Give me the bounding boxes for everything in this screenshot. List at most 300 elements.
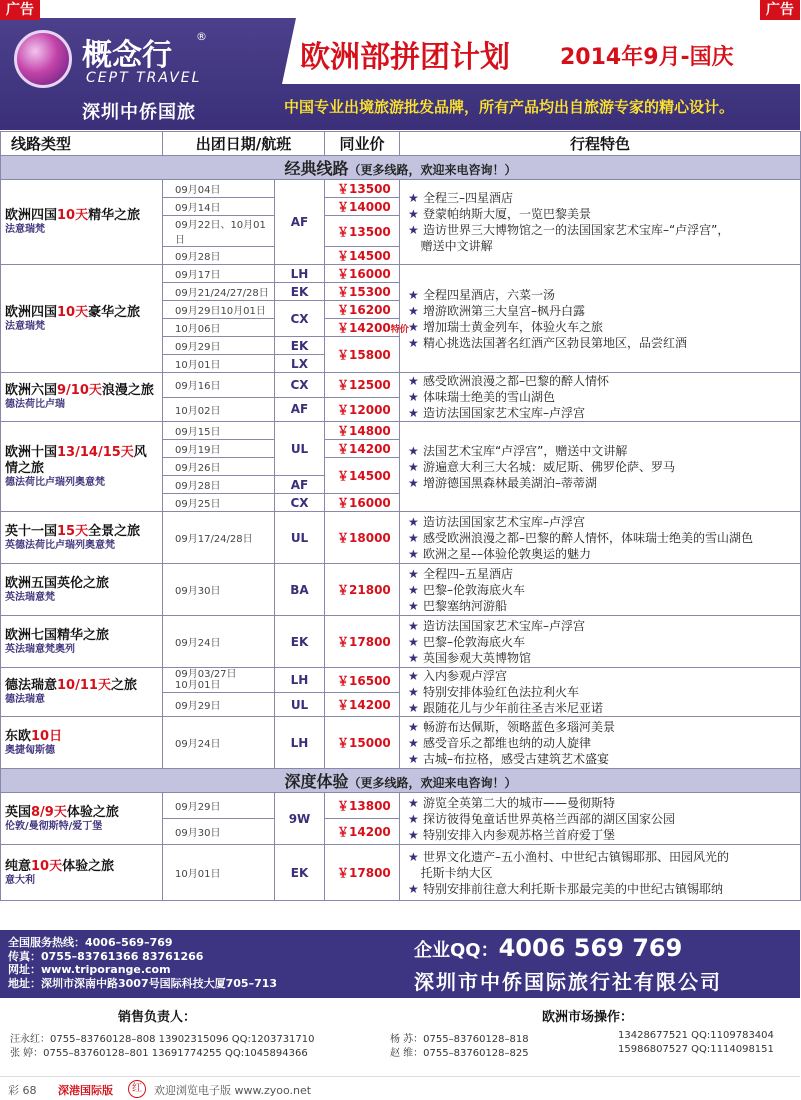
feature-text: 造访法国国家艺术宝库–卢浮宫 <box>422 618 585 633</box>
route-name-prefix: 德法瑞意 <box>5 678 58 693</box>
price <box>325 373 400 398</box>
price <box>325 319 409 337</box>
star-icon: ★ <box>408 443 423 458</box>
star-icon: ★ <box>408 191 423 205</box>
col-price: 同业价 <box>325 132 400 156</box>
feature-text: 全程三–四星酒店 <box>422 191 513 205</box>
departure-date: 09月28日 <box>163 247 275 265</box>
feature-list <box>400 180 801 265</box>
table-row <box>1 512 801 564</box>
route-name-suffix: 之旅 <box>110 678 137 693</box>
feature-text: 登蒙帕纳斯大厦，一览巴黎美景 <box>422 207 591 221</box>
departure-date: 10月01日 <box>163 355 275 373</box>
feature-text: 增游欧洲第三大皇宫–枫丹白露 <box>422 303 585 318</box>
departure-date <box>163 668 275 693</box>
route-countries: 英法瑞意梵 <box>5 591 55 603</box>
feature-item <box>408 881 796 897</box>
star-icon: ★ <box>408 650 423 665</box>
price <box>325 198 400 216</box>
date-line: 10月01日 <box>175 680 221 692</box>
route-name-prefix: 欧洲十国 <box>5 444 58 460</box>
feature-item <box>408 795 796 811</box>
feature-text: 增游德国黑森林最美湖泊–蒂蒂湖 <box>422 475 597 490</box>
feature-item <box>408 566 796 582</box>
feature-item <box>408 303 796 319</box>
departure-date: 09月22日、10月01日 <box>163 216 275 247</box>
route-name-prefix: 欧洲五国英伦之旅 <box>5 575 110 591</box>
price-value: ￥14000 <box>337 200 391 214</box>
departure-date: 09月29日 <box>163 693 275 717</box>
section-header <box>1 156 801 180</box>
flight-code: CX <box>275 301 325 337</box>
page-title: 欧洲部拼团计划 <box>300 40 510 75</box>
logo-registered: ® <box>196 30 207 43</box>
table-row <box>1 373 801 398</box>
feature-item <box>408 650 796 666</box>
feature-text: 感受欧洲浪漫之都–巴黎的醉人情怀，体味瑞士绝美的雪山湖色 <box>422 530 753 545</box>
price-value: ￥13500 <box>337 224 391 239</box>
route-name <box>5 576 158 592</box>
price-value: ￥16500 <box>337 673 391 688</box>
price <box>325 301 400 319</box>
route-days: 10天 <box>57 208 89 223</box>
feature-item <box>408 206 796 222</box>
flight-code: BA <box>275 564 325 616</box>
price <box>325 693 400 717</box>
departure-date: 09月24日 <box>163 717 275 769</box>
departure-date: 09月28日 <box>163 476 275 494</box>
feature-item <box>408 827 796 843</box>
feature-item <box>408 598 796 614</box>
flight-code: EK <box>275 616 325 668</box>
feature-text: 造访法国国家艺术宝库–卢浮宫 <box>422 514 585 529</box>
feature-text: 全程四星酒店，六菜一汤 <box>422 287 555 302</box>
departure-date: 09月16日 <box>163 373 275 398</box>
feature-text: 法国艺术宝库“卢浮宫”，赠送中文讲解 <box>422 443 628 458</box>
feature-text: 特别安排前往意大利托斯卡那最完美的中世纪古镇锡耶纳 <box>422 881 723 896</box>
star-icon: ★ <box>408 459 423 474</box>
price-note: 特价 <box>390 325 409 335</box>
flight-code: AF <box>275 397 325 422</box>
feature-item <box>408 335 796 351</box>
price-value: ￥14200 <box>337 321 391 335</box>
price <box>325 717 400 769</box>
page-footer <box>0 1076 800 1100</box>
star-icon: ★ <box>408 634 423 649</box>
market-contact-phone: 15986807527 QQ:1114098151 <box>618 1044 774 1055</box>
route-name-prefix: 欧洲七国精华之旅 <box>5 627 110 643</box>
route-name-cell <box>1 180 163 265</box>
price <box>325 564 400 616</box>
feature-item <box>408 618 796 634</box>
price <box>325 819 400 845</box>
price <box>325 616 400 668</box>
price-value: ￥14200 <box>337 442 391 456</box>
feature-item <box>408 373 796 389</box>
feature-item <box>408 849 796 865</box>
table-row <box>1 845 801 901</box>
route-name <box>5 678 158 694</box>
title-date: 2014年9月-国庆 <box>560 45 734 70</box>
table-header <box>1 132 801 156</box>
section-title-cell <box>1 769 801 793</box>
feature-item <box>408 751 796 767</box>
price-value: ￥14800 <box>337 424 391 438</box>
price-value: ￥14500 <box>337 249 391 263</box>
star-icon: ★ <box>408 582 423 597</box>
table-row <box>1 668 801 693</box>
feature-list <box>400 668 801 717</box>
section-title: 深度体验 <box>284 772 349 791</box>
star-icon: ★ <box>408 827 423 842</box>
flight-code: LX <box>275 355 325 373</box>
star-icon: ★ <box>408 735 423 750</box>
feature-text: 欧洲之星––体验伦敦奥运的魅力 <box>422 546 591 561</box>
flight-code: AF <box>275 476 325 494</box>
market-contact: 杨 苏：0755–83760128–818 <box>390 1034 529 1045</box>
flight-code: AF <box>275 180 325 265</box>
route-days: 10天 <box>57 304 89 320</box>
route-days: 10/11天 <box>57 678 111 693</box>
feature-text: 感受欧洲浪漫之都–巴黎的醉人情怀 <box>422 374 609 388</box>
star-icon: ★ <box>408 303 423 318</box>
star-icon: ★ <box>408 514 423 529</box>
date-line: 09月03/27日 <box>175 669 237 681</box>
feature-item <box>408 190 796 206</box>
route-name-prefix: 欧洲四国 <box>5 208 58 223</box>
star-icon <box>408 866 421 880</box>
star-icon: ★ <box>408 795 423 810</box>
feature-item <box>408 735 796 751</box>
star-icon: ★ <box>408 618 423 633</box>
price-value: ￥13800 <box>337 799 391 813</box>
col-features: 行程特色 <box>400 132 801 156</box>
section-title-cell <box>1 156 801 180</box>
departure-date: 09月29日 <box>163 793 275 819</box>
feature-list <box>400 512 801 564</box>
market-contact-phone: 13428677521 QQ:1109783404 <box>618 1030 774 1041</box>
section-subtitle: （更多线路，欢迎来电咨询！） <box>348 163 517 177</box>
price-value: ￥14500 <box>337 469 391 483</box>
table-row <box>1 180 801 198</box>
logo-company-cn: 深圳中侨国旅 <box>82 102 196 123</box>
feature-text: 托斯卡纳大区 <box>420 865 493 880</box>
route-name-prefix: 欧洲四国 <box>5 304 58 320</box>
feature-item <box>408 811 796 827</box>
route-name-cell <box>1 845 163 901</box>
feature-item <box>408 389 796 405</box>
feature-list <box>400 265 801 373</box>
feature-item <box>408 238 796 254</box>
star-icon: ★ <box>408 669 423 683</box>
departure-date: 09月25日 <box>163 494 275 512</box>
route-name-suffix: 浪漫之旅 <box>101 383 154 398</box>
edition-circle-icon: 红 <box>128 1080 146 1098</box>
route-countries: 意大利 <box>5 874 35 886</box>
departure-date: 09月26日 <box>163 458 275 476</box>
logo-icon <box>14 30 72 88</box>
table-row <box>1 564 801 616</box>
feature-item <box>408 719 796 735</box>
route-name-suffix: 豪华之旅 <box>88 304 141 320</box>
route-name <box>5 383 158 399</box>
route-days: 10天 <box>31 858 63 874</box>
route-name-cell <box>1 265 163 373</box>
feature-item <box>408 668 796 684</box>
col-date-flight: 出团日期/航班 <box>163 132 325 156</box>
route-countries: 德法荷比卢瑞列奥意梵 <box>5 476 105 488</box>
departure-date: 10月02日 <box>163 397 275 422</box>
feature-text: 游览全英第二大的城市——曼彻斯特 <box>422 795 615 810</box>
route-name-cell <box>1 564 163 616</box>
price-value: ￥14200 <box>337 698 391 713</box>
flight-code: CX <box>275 373 325 398</box>
price <box>325 845 400 901</box>
price-value: ￥16000 <box>337 496 391 510</box>
ad-tag-right: 广告 <box>760 0 800 20</box>
departure-date: 09月04日 <box>163 180 275 198</box>
feature-text: 探访彼得兔童话世界英格兰西部的湖区国家公园 <box>422 811 675 826</box>
route-name-cell <box>1 373 163 422</box>
feature-text: 巴黎–伦敦海底火车 <box>422 634 525 649</box>
section-subtitle: （更多线路，欢迎来电咨询！） <box>348 776 517 790</box>
price-value: ￥13500 <box>337 182 391 196</box>
feature-text: 巴黎–伦敦海底火车 <box>422 582 525 597</box>
price <box>325 265 400 283</box>
route-name-cell <box>1 793 163 845</box>
edition: 深港国际版 <box>58 1084 113 1097</box>
departure-date: 09月30日 <box>163 564 275 616</box>
logo-name: 概念行 <box>82 38 172 73</box>
feature-item <box>408 684 796 700</box>
departure-date: 09月24日 <box>163 616 275 668</box>
price <box>325 440 400 458</box>
route-name-cell <box>1 668 163 717</box>
slogan: 中国专业出境旅游批发品牌，所有产品均出自旅游专家的精心设计。 <box>284 98 735 116</box>
price-value: ￥15300 <box>337 285 391 299</box>
route-countries: 德法瑞意 <box>5 694 45 705</box>
route-countries: 法意瑞梵 <box>5 224 45 235</box>
route-name-cell <box>1 616 163 668</box>
route-name-prefix: 欧洲六国 <box>5 383 58 398</box>
star-icon: ★ <box>408 811 423 826</box>
departure-date: 10月01日 <box>163 845 275 901</box>
contact-block <box>8 936 277 990</box>
flight-code: CX <box>275 494 325 512</box>
star-icon: ★ <box>408 546 423 561</box>
qq-number: 4006 569 769 <box>498 934 683 962</box>
departure-date: 09月15日 <box>163 422 275 440</box>
flight-code: LH <box>275 717 325 769</box>
feature-text: 造访法国国家艺术宝库–卢浮宫 <box>422 406 585 420</box>
route-name-prefix: 东欧 <box>5 728 32 744</box>
feature-list <box>400 616 801 668</box>
route-days: 8/9天 <box>31 804 67 820</box>
star-icon: ★ <box>408 207 423 221</box>
departure-date: 09月21/24/27/28日 <box>163 283 275 301</box>
table-row <box>1 265 801 283</box>
flight-code: LH <box>275 668 325 693</box>
route-countries: 英德法荷比卢瑞列奥意梵 <box>5 539 115 551</box>
star-icon: ★ <box>408 719 423 734</box>
feature-list <box>400 717 801 769</box>
price-value: ￥15800 <box>337 348 391 362</box>
website[interactable]: 网址：www.triporange.com <box>8 963 171 976</box>
star-icon: ★ <box>408 475 423 490</box>
feature-item <box>408 546 796 562</box>
star-icon: ★ <box>408 849 423 864</box>
route-name-cell <box>1 717 163 769</box>
flight-code: 9W <box>275 793 325 845</box>
star-icon: ★ <box>408 685 423 699</box>
price <box>325 793 400 819</box>
feature-item <box>408 443 796 459</box>
footer <box>0 930 800 998</box>
price-value: ￥12000 <box>337 402 391 417</box>
flight-code: EK <box>275 283 325 301</box>
star-icon <box>408 239 421 253</box>
route-name-prefix: 英国 <box>5 804 32 820</box>
route-name <box>5 805 158 821</box>
route-name-suffix: 精华之旅 <box>88 208 141 223</box>
feature-text: 畅游布达佩斯，领略蓝色多瑙河美景 <box>422 719 615 734</box>
sales-contact: 汪永红：0755–83760128–808 13902315096 QQ:1203731710 <box>10 1034 315 1045</box>
price <box>325 337 400 373</box>
feature-text: 世界文化遗产–五小渔村、中世纪古镇锡耶那、田园风光的 <box>422 849 729 864</box>
price <box>325 283 400 301</box>
price <box>325 494 400 512</box>
feature-item <box>408 459 796 475</box>
star-icon: ★ <box>408 701 423 715</box>
table-row <box>1 793 801 819</box>
feature-text: 赠送中文讲解 <box>420 239 493 253</box>
price <box>325 247 400 265</box>
feature-text: 跟随花儿与少年前往圣吉米尼亚诺 <box>422 701 603 715</box>
staff-section <box>0 998 800 1066</box>
company-name: 深圳市中侨国际旅行社有限公司 <box>414 970 722 994</box>
departure-date: 09月29日10月01日 <box>163 301 275 319</box>
route-countries: 英法瑞意梵奥列 <box>5 643 75 655</box>
logo-english: CEPT TRAVEL <box>86 70 202 86</box>
price-value: ￥16200 <box>337 303 391 317</box>
route-days: 9/10天 <box>57 383 102 398</box>
enterprise-qq <box>414 934 682 962</box>
hotline: 全国服务热线：4006–569–769 <box>8 936 173 949</box>
feature-text: 特别安排入内参观苏格兰首府爱丁堡 <box>422 827 615 842</box>
flight-code: UL <box>275 512 325 564</box>
price-value: ￥16000 <box>337 267 391 281</box>
star-icon: ★ <box>408 751 423 766</box>
route-name <box>5 524 158 540</box>
star-icon: ★ <box>408 530 423 545</box>
price <box>325 422 400 440</box>
price <box>325 512 400 564</box>
flight-code: EK <box>275 337 325 355</box>
route-days: 13/14/15天 <box>57 444 134 460</box>
e-edition-link[interactable]: 欢迎浏览电子版 www.zyoo.net <box>154 1084 312 1097</box>
feature-text: 感受音乐之都维也纳的动人旋律 <box>422 735 591 750</box>
table-row <box>1 717 801 769</box>
feature-item <box>408 287 796 303</box>
departure-date: 09月17/24/28日 <box>163 512 275 564</box>
route-name <box>5 729 158 745</box>
feature-text: 古城–布拉格，感受古建筑艺术盛宴 <box>422 751 609 766</box>
qq-label: 企业QQ： <box>414 940 499 961</box>
feature-item <box>408 222 796 238</box>
price-value: ￥15000 <box>337 736 391 750</box>
feature-item <box>408 634 796 650</box>
price-value: ￥18000 <box>337 531 391 545</box>
sales-title: 销售负责人： <box>118 1010 197 1025</box>
price <box>325 668 400 693</box>
flight-code: EK <box>275 845 325 901</box>
star-icon: ★ <box>408 881 423 896</box>
price <box>325 216 400 247</box>
departure-date: 09月30日 <box>163 819 275 845</box>
price <box>325 397 400 422</box>
route-name-suffix: 体验之旅 <box>62 858 115 874</box>
route-countries: 德法荷比卢瑞 <box>5 399 65 410</box>
route-name-cell <box>1 422 163 512</box>
star-icon: ★ <box>408 374 423 388</box>
address: 地址：深圳市深南中路3007号国际科技大厦705–713 <box>8 976 278 990</box>
feature-text: 体味瑞士绝美的雪山湖色 <box>422 390 555 404</box>
route-countries: 法意瑞梵 <box>5 320 45 332</box>
feature-list <box>400 793 801 845</box>
section-title: 经典线路 <box>284 159 349 178</box>
feature-item <box>408 865 796 881</box>
price-value: ￥17800 <box>337 635 391 649</box>
departure-date: 09月14日 <box>163 198 275 216</box>
route-name-cell <box>1 512 163 564</box>
route-days: 15天 <box>57 523 89 539</box>
price <box>325 458 400 494</box>
feature-item <box>408 582 796 598</box>
route-name <box>5 305 158 321</box>
route-name-suffix: 体验之旅 <box>66 804 119 820</box>
route-name <box>5 859 158 875</box>
route-name-prefix: 纯意 <box>5 858 32 874</box>
feature-text: 游遍意大利三大名城：威尼斯、佛罗伦萨、罗马 <box>422 459 675 474</box>
route-name-suffix: 风情之旅 <box>5 444 147 476</box>
sales-contact: 张 婷：0755–83760128–801 13691774255 QQ:1045894366 <box>10 1048 308 1059</box>
feature-text: 造访世界三大博物馆之一的法国国家艺术宝库–“卢浮宫”， <box>422 223 730 237</box>
price-value: ￥12500 <box>337 378 391 393</box>
route-days: 10日 <box>31 728 63 744</box>
table-row <box>1 616 801 668</box>
route-name <box>5 628 158 644</box>
price-value: ￥17800 <box>337 866 391 880</box>
section-header <box>1 769 801 793</box>
flight-code: UL <box>275 693 325 717</box>
feature-text: 入内参观卢浮宫 <box>422 669 507 683</box>
feature-list <box>400 845 801 901</box>
route-name-suffix: 全景之旅 <box>88 523 141 539</box>
feature-item <box>408 475 796 491</box>
feature-text: 巴黎塞纳河游船 <box>422 598 507 613</box>
price <box>325 180 400 198</box>
feature-text: 英国参观大英博物馆 <box>422 650 531 665</box>
feature-text: 精心挑选法国著名红酒产区勃艮第地区，品尝红酒 <box>422 335 687 350</box>
route-name <box>5 208 158 224</box>
flight-code: LH <box>275 265 325 283</box>
ad-tag-left: 广告 <box>0 0 40 20</box>
route-name-prefix: 英十一国 <box>5 523 58 539</box>
feature-text: 特别安排体验红色法拉利火车 <box>422 685 579 699</box>
departure-date: 09月29日 <box>163 337 275 355</box>
feature-list <box>400 564 801 616</box>
feature-list <box>400 373 801 422</box>
